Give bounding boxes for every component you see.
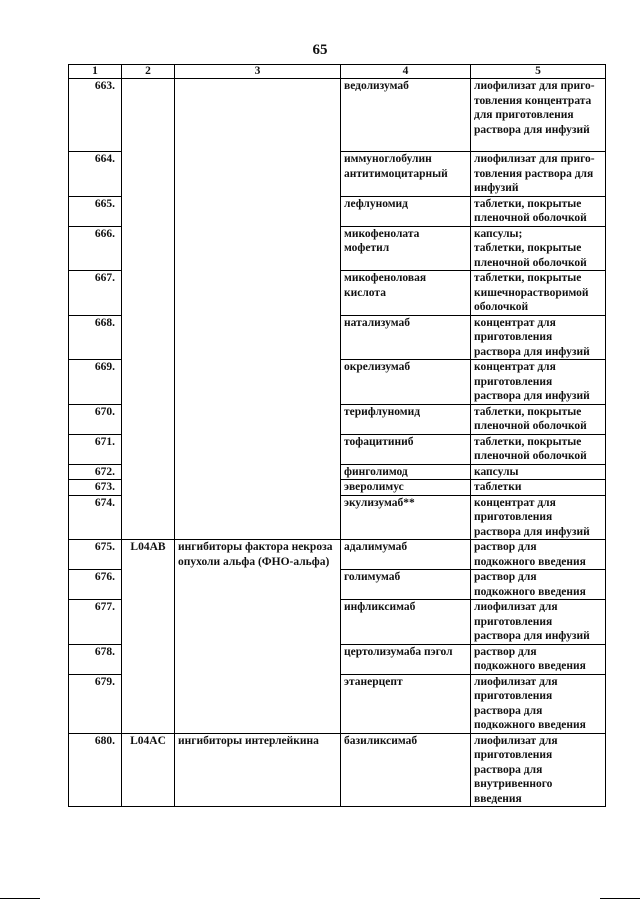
dosage-form: концентрат для приготовления раствора для инфузий (471, 360, 606, 405)
row-number: 667. (69, 271, 122, 316)
drug-name: базиликсимаб (341, 733, 471, 807)
dosage-form: лиофилизат для приготовления раствора для внутривенного введения (471, 733, 606, 807)
dosage-form: раствор для подкожного введения (471, 540, 606, 570)
table-row (69, 733, 606, 807)
row-number: 673. (69, 480, 122, 496)
drug-name: ведолизумаб (341, 79, 471, 152)
atc-group-name (175, 79, 341, 540)
table-row (69, 79, 606, 152)
dosage-form: капсулы; таблетки, покрытые пленочной оболочкой (471, 226, 606, 271)
row-number: 665. (69, 196, 122, 226)
dosage-form: лиофилизат для приготовления раствора для инфузий (471, 600, 606, 645)
drug-name: инфликсимаб (341, 600, 471, 645)
drug-name: финголимод (341, 464, 471, 480)
drug-name: голимумаб (341, 570, 471, 600)
header-row (69, 65, 606, 79)
dosage-form: концентрат для приготовления раствора для инфузий (471, 315, 606, 360)
header-cell-4: 4 (341, 65, 471, 79)
drug-name: эверолимус (341, 480, 471, 496)
row-number: 666. (69, 226, 122, 271)
row-number: 680. (69, 733, 122, 807)
dosage-form: таблетки (471, 480, 606, 496)
row-number: 668. (69, 315, 122, 360)
row-number: 676. (69, 570, 122, 600)
drug-name: цертолизумаба пэгол (341, 644, 471, 674)
dosage-form: таблетки, покрытые пленочной оболочкой (471, 196, 606, 226)
row-number: 671. (69, 434, 122, 464)
dosage-form: лиофилизат для приго- товления концентрата для приготовления раствора для инфузий (471, 79, 606, 152)
atc-code: L04AB (122, 540, 175, 734)
drug-name: тофацитиниб (341, 434, 471, 464)
drug-name: экулизумаб** (341, 495, 471, 540)
row-number: 670. (69, 404, 122, 434)
dosage-form: капсулы (471, 464, 606, 480)
drug-table (68, 64, 606, 807)
dosage-form: таблетки, покрытые кишечнорастворимой оболочкой (471, 271, 606, 316)
dosage-form: концентрат для приготовления раствора для инфузий (471, 495, 606, 540)
row-number: 677. (69, 600, 122, 645)
row-number: 675. (69, 540, 122, 570)
atc-code: L04AC (122, 733, 175, 807)
row-number: 669. (69, 360, 122, 405)
header-cell-2: 2 (122, 65, 175, 79)
bottom-rule-left (0, 898, 40, 899)
row-number: 672. (69, 464, 122, 480)
dosage-form: лиофилизат для приготовления раствора для подкожного введения (471, 674, 606, 733)
row-number: 664. (69, 152, 122, 197)
dosage-form: лиофилизат для приго- товления раствора для инфузий (471, 152, 606, 197)
dosage-form: таблетки, покрытые пленочной оболочкой (471, 404, 606, 434)
row-number: 678. (69, 644, 122, 674)
row-number: 674. (69, 495, 122, 540)
dosage-form: раствор для подкожного введения (471, 570, 606, 600)
drug-name: иммуноглобулин антитимоцитарный (341, 152, 471, 197)
drug-name: микофеноловая кислота (341, 271, 471, 316)
drug-name: натализумаб (341, 315, 471, 360)
row-number: 679. (69, 674, 122, 733)
drug-name: окрелизумаб (341, 360, 471, 405)
table-row (69, 540, 606, 570)
row-number: 663. (69, 79, 122, 152)
drug-name: микофенолата мофетил (341, 226, 471, 271)
atc-group-name: ингибиторы фактора некроза опухоли альфа (ФНО-альфа) (175, 540, 341, 734)
header-cell-5: 5 (471, 65, 606, 79)
bottom-rule-right (600, 898, 640, 899)
drug-name: лефлуномид (341, 196, 471, 226)
dosage-form: раствор для подкожного введения (471, 644, 606, 674)
header-cell-3: 3 (175, 65, 341, 79)
dosage-form: таблетки, покрытые пленочной оболочкой (471, 434, 606, 464)
atc-code (122, 79, 175, 540)
drug-name: терифлуномид (341, 404, 471, 434)
drug-name: этанерцепт (341, 674, 471, 733)
atc-group-name: ингибиторы интерлейкина (175, 733, 341, 807)
page-number: 65 (312, 42, 328, 58)
drug-name: адалимумаб (341, 540, 471, 570)
header-cell-1: 1 (69, 65, 122, 79)
